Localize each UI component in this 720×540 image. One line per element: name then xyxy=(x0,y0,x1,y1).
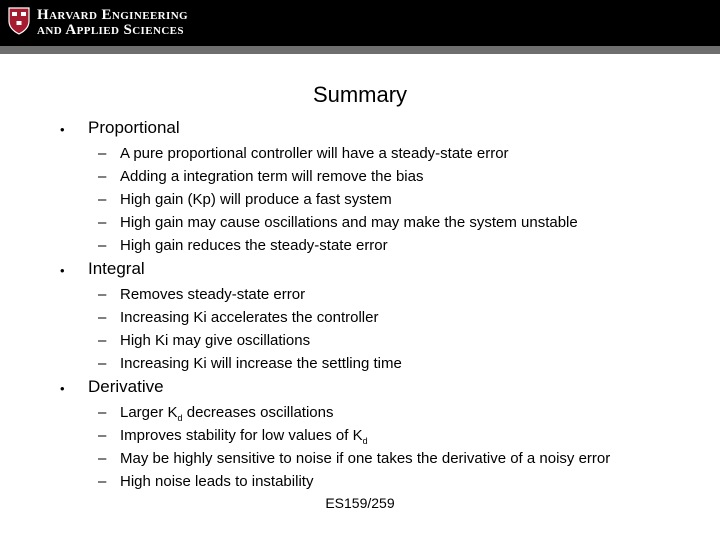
list-item xyxy=(0,214,720,234)
section-label: Proportional xyxy=(88,118,180,137)
dash-marker: – xyxy=(98,332,107,349)
dash-marker: – xyxy=(98,191,107,208)
list-item-text: A pure proportional controller will have a steady-state error xyxy=(120,145,509,162)
slide-title: Summary xyxy=(312,82,408,107)
list-item-text: Increasing Ki accelerates the controller xyxy=(120,309,379,326)
dash-marker: – xyxy=(98,473,107,490)
list-item-text: High noise leads to instability xyxy=(120,473,314,490)
dash-marker: – xyxy=(98,450,107,467)
list-item-text: Adding a integration term will remove the bias xyxy=(120,168,424,185)
list-item-text xyxy=(120,427,368,446)
dash-marker: – xyxy=(98,309,107,326)
list-item-text xyxy=(120,404,333,423)
list-item xyxy=(0,191,720,211)
dash-marker: – xyxy=(98,214,107,231)
dash-marker: – xyxy=(98,168,107,185)
bullet-marker: • xyxy=(60,263,65,278)
text-part: Larger K xyxy=(120,404,178,421)
list-item xyxy=(0,355,720,375)
logo-text-line2: and Applied Sciences xyxy=(37,22,184,38)
list-item xyxy=(0,309,720,329)
dash-marker: – xyxy=(98,145,107,162)
text-part: decreases oscillations xyxy=(182,404,334,421)
list-item-text: High gain reduces the steady-state error xyxy=(120,237,388,254)
header-bar xyxy=(0,0,720,46)
list-item xyxy=(0,404,720,424)
list-item xyxy=(0,168,720,188)
subscript: d xyxy=(177,413,183,423)
list-item xyxy=(0,237,720,257)
list-item-text: Removes steady-state error xyxy=(120,286,306,303)
list-item-text: High gain may cause oscillations and may make the system unstable xyxy=(120,214,578,231)
list-item-text: May be highly sensitive to noise if one takes the derivative of a noisy error xyxy=(120,450,611,467)
dash-marker: – xyxy=(98,286,107,303)
list-item xyxy=(0,332,720,352)
list-item xyxy=(0,145,720,165)
list-item-text: Increasing Ki will increase the settling time xyxy=(120,355,402,372)
dash-marker: – xyxy=(98,237,107,254)
subscript: d xyxy=(362,436,368,446)
list-item-text: High Ki may give oscillations xyxy=(120,332,311,349)
list-item xyxy=(0,427,720,447)
dash-marker: – xyxy=(98,404,107,421)
bullet-marker: • xyxy=(60,381,65,396)
header-band xyxy=(0,46,720,54)
footer-course-code: ES159/259 xyxy=(325,495,395,511)
section-label: Derivative xyxy=(88,377,164,396)
bullet-marker: • xyxy=(60,122,65,137)
section-label: Integral xyxy=(88,259,145,278)
dash-marker: – xyxy=(98,355,107,372)
list-item xyxy=(0,286,720,306)
logo-text-line1: Harvard Engineering xyxy=(37,7,189,23)
list-item xyxy=(0,450,720,470)
dash-marker: – xyxy=(98,427,107,444)
text-part: Improves stability for low values of K xyxy=(120,427,363,444)
harvard-shield-icon xyxy=(8,7,30,35)
list-item-text: High gain (Kp) will produce a fast system xyxy=(120,191,392,208)
list-item xyxy=(0,473,720,493)
